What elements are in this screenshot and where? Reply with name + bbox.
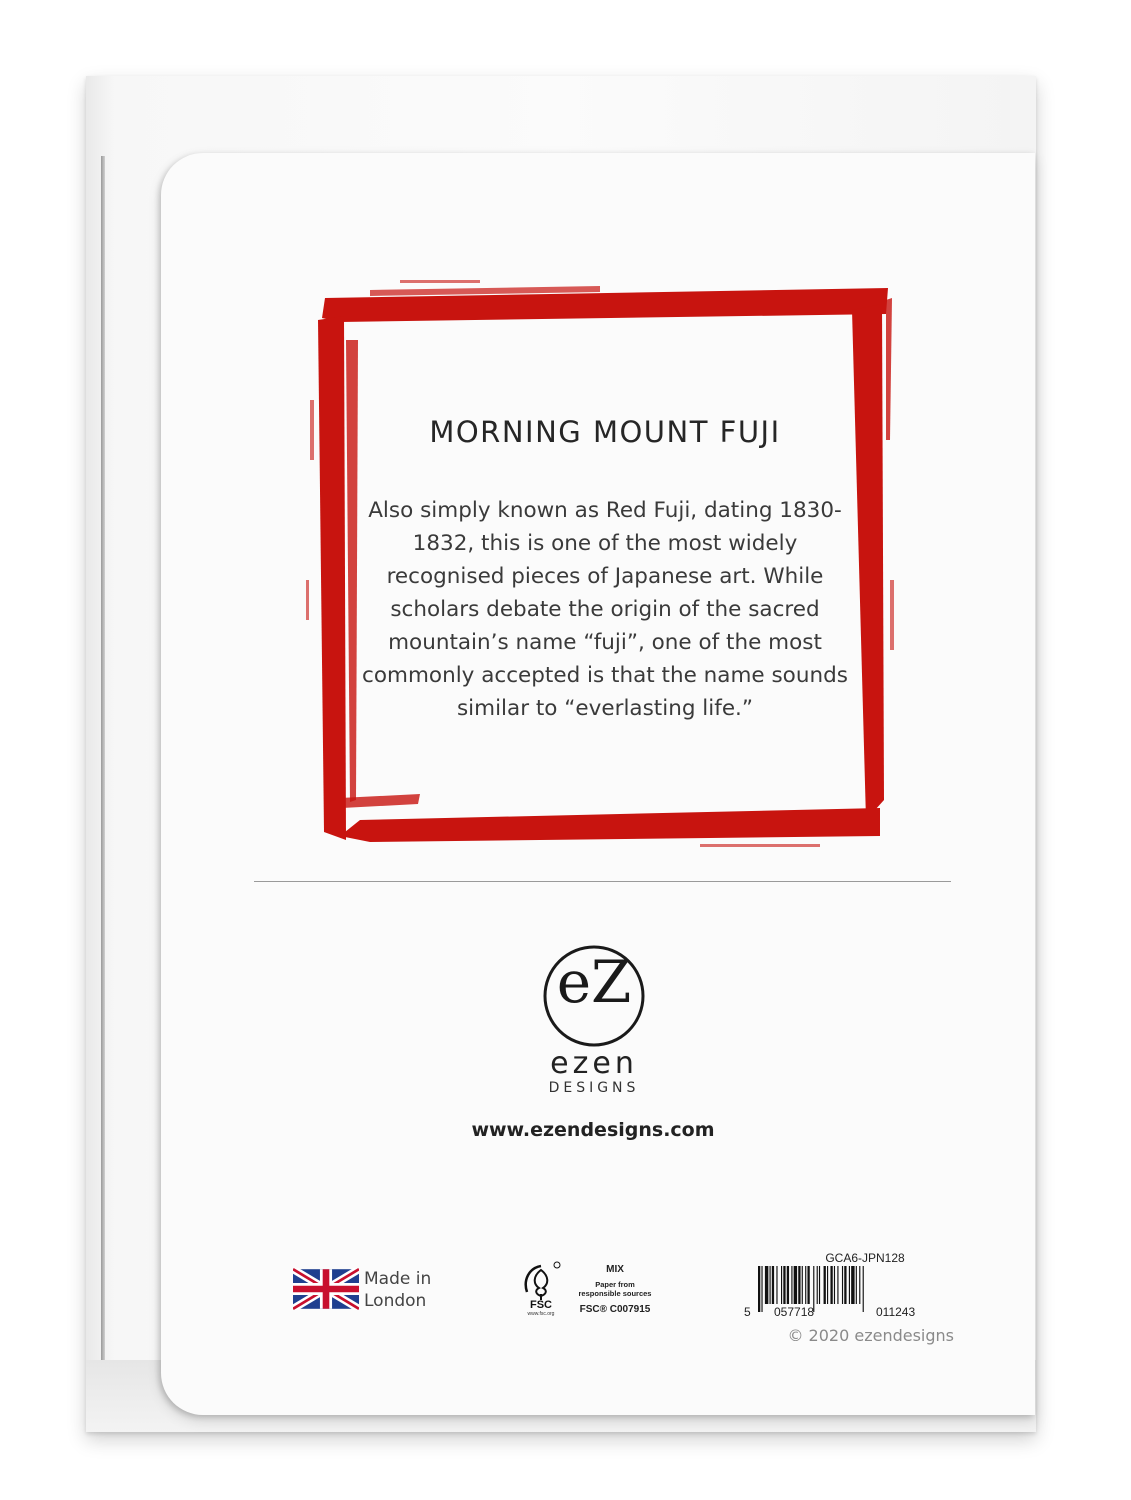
barcode-bar xyxy=(791,1266,792,1304)
fsc-site: www.fsc.org xyxy=(527,1311,555,1317)
logo-letters: eZ xyxy=(556,948,632,1016)
fsc-code: FSC® C007915 xyxy=(579,1304,651,1315)
barcode-bar xyxy=(859,1266,860,1304)
barcode-bar xyxy=(849,1266,850,1304)
fsc-desc-line2: responsible sources xyxy=(578,1289,652,1298)
barcode-bar xyxy=(844,1266,846,1304)
barcode-bar xyxy=(765,1266,768,1304)
envelope-fold xyxy=(101,156,105,1361)
barcode-bar xyxy=(781,1266,782,1304)
sku-code: GCA6-JPN128 xyxy=(825,1251,905,1265)
fsc-label: FSC xyxy=(530,1299,552,1311)
barcode-digit-first: 5 xyxy=(744,1305,751,1319)
fsc-mix: MIX xyxy=(606,1264,624,1275)
barcode-bar xyxy=(772,1266,774,1304)
barcode-bar xyxy=(794,1266,797,1304)
made-in-line1: Made in xyxy=(364,1269,432,1289)
barcode-bar xyxy=(819,1266,820,1304)
barcode-group2: 011243 xyxy=(876,1305,916,1319)
divider xyxy=(254,881,951,882)
copyright: © 2020 ezendesigns xyxy=(787,1326,954,1345)
barcode-bar xyxy=(824,1266,826,1304)
barcode-bar xyxy=(798,1266,800,1304)
brand-subtitle: DESIGNS xyxy=(548,1080,640,1096)
barcode-bar xyxy=(834,1266,835,1304)
fsc-desc-line1: Paper from xyxy=(595,1280,635,1289)
barcode-group1: 057718 xyxy=(774,1305,815,1319)
barcode-bar xyxy=(837,1266,838,1304)
ezen-logo-icon xyxy=(542,944,646,1048)
made-in-line2: London xyxy=(364,1291,427,1311)
barcode-bar xyxy=(807,1266,809,1304)
barcode-bar xyxy=(802,1266,803,1304)
fsc-description xyxy=(570,1280,660,1298)
barcode-bar xyxy=(856,1266,857,1304)
brand-name: ezen xyxy=(550,1046,638,1081)
barcode-bar xyxy=(817,1266,818,1304)
card-title: MORNING MOUNT FUJI xyxy=(429,415,781,449)
website-link[interactable]: www.ezendesigns.com xyxy=(471,1119,715,1141)
barcode-bar xyxy=(776,1266,777,1304)
barcode-bar xyxy=(830,1266,832,1304)
barcode-bar xyxy=(787,1266,789,1304)
barcode-bar xyxy=(851,1266,854,1304)
barcode-bar xyxy=(805,1266,806,1304)
made-in-label xyxy=(364,1268,474,1312)
barcode-bar xyxy=(783,1266,785,1304)
barcode-bar xyxy=(770,1266,771,1304)
barcode-bar xyxy=(827,1266,828,1304)
barcode-bar xyxy=(842,1266,843,1304)
uk-flag-icon xyxy=(293,1268,359,1310)
barcode-digits xyxy=(744,1305,974,1319)
card-description: Also simply known as Red Fuji, dating 1830-1832, this is one of the most widely recognised pieces of Japanese art. While scholars debate the origin of the sacred mountain’s name “fuji”, one of the most commonly accepted is that the name sounds similar to “everlasting life.” xyxy=(362,498,848,721)
